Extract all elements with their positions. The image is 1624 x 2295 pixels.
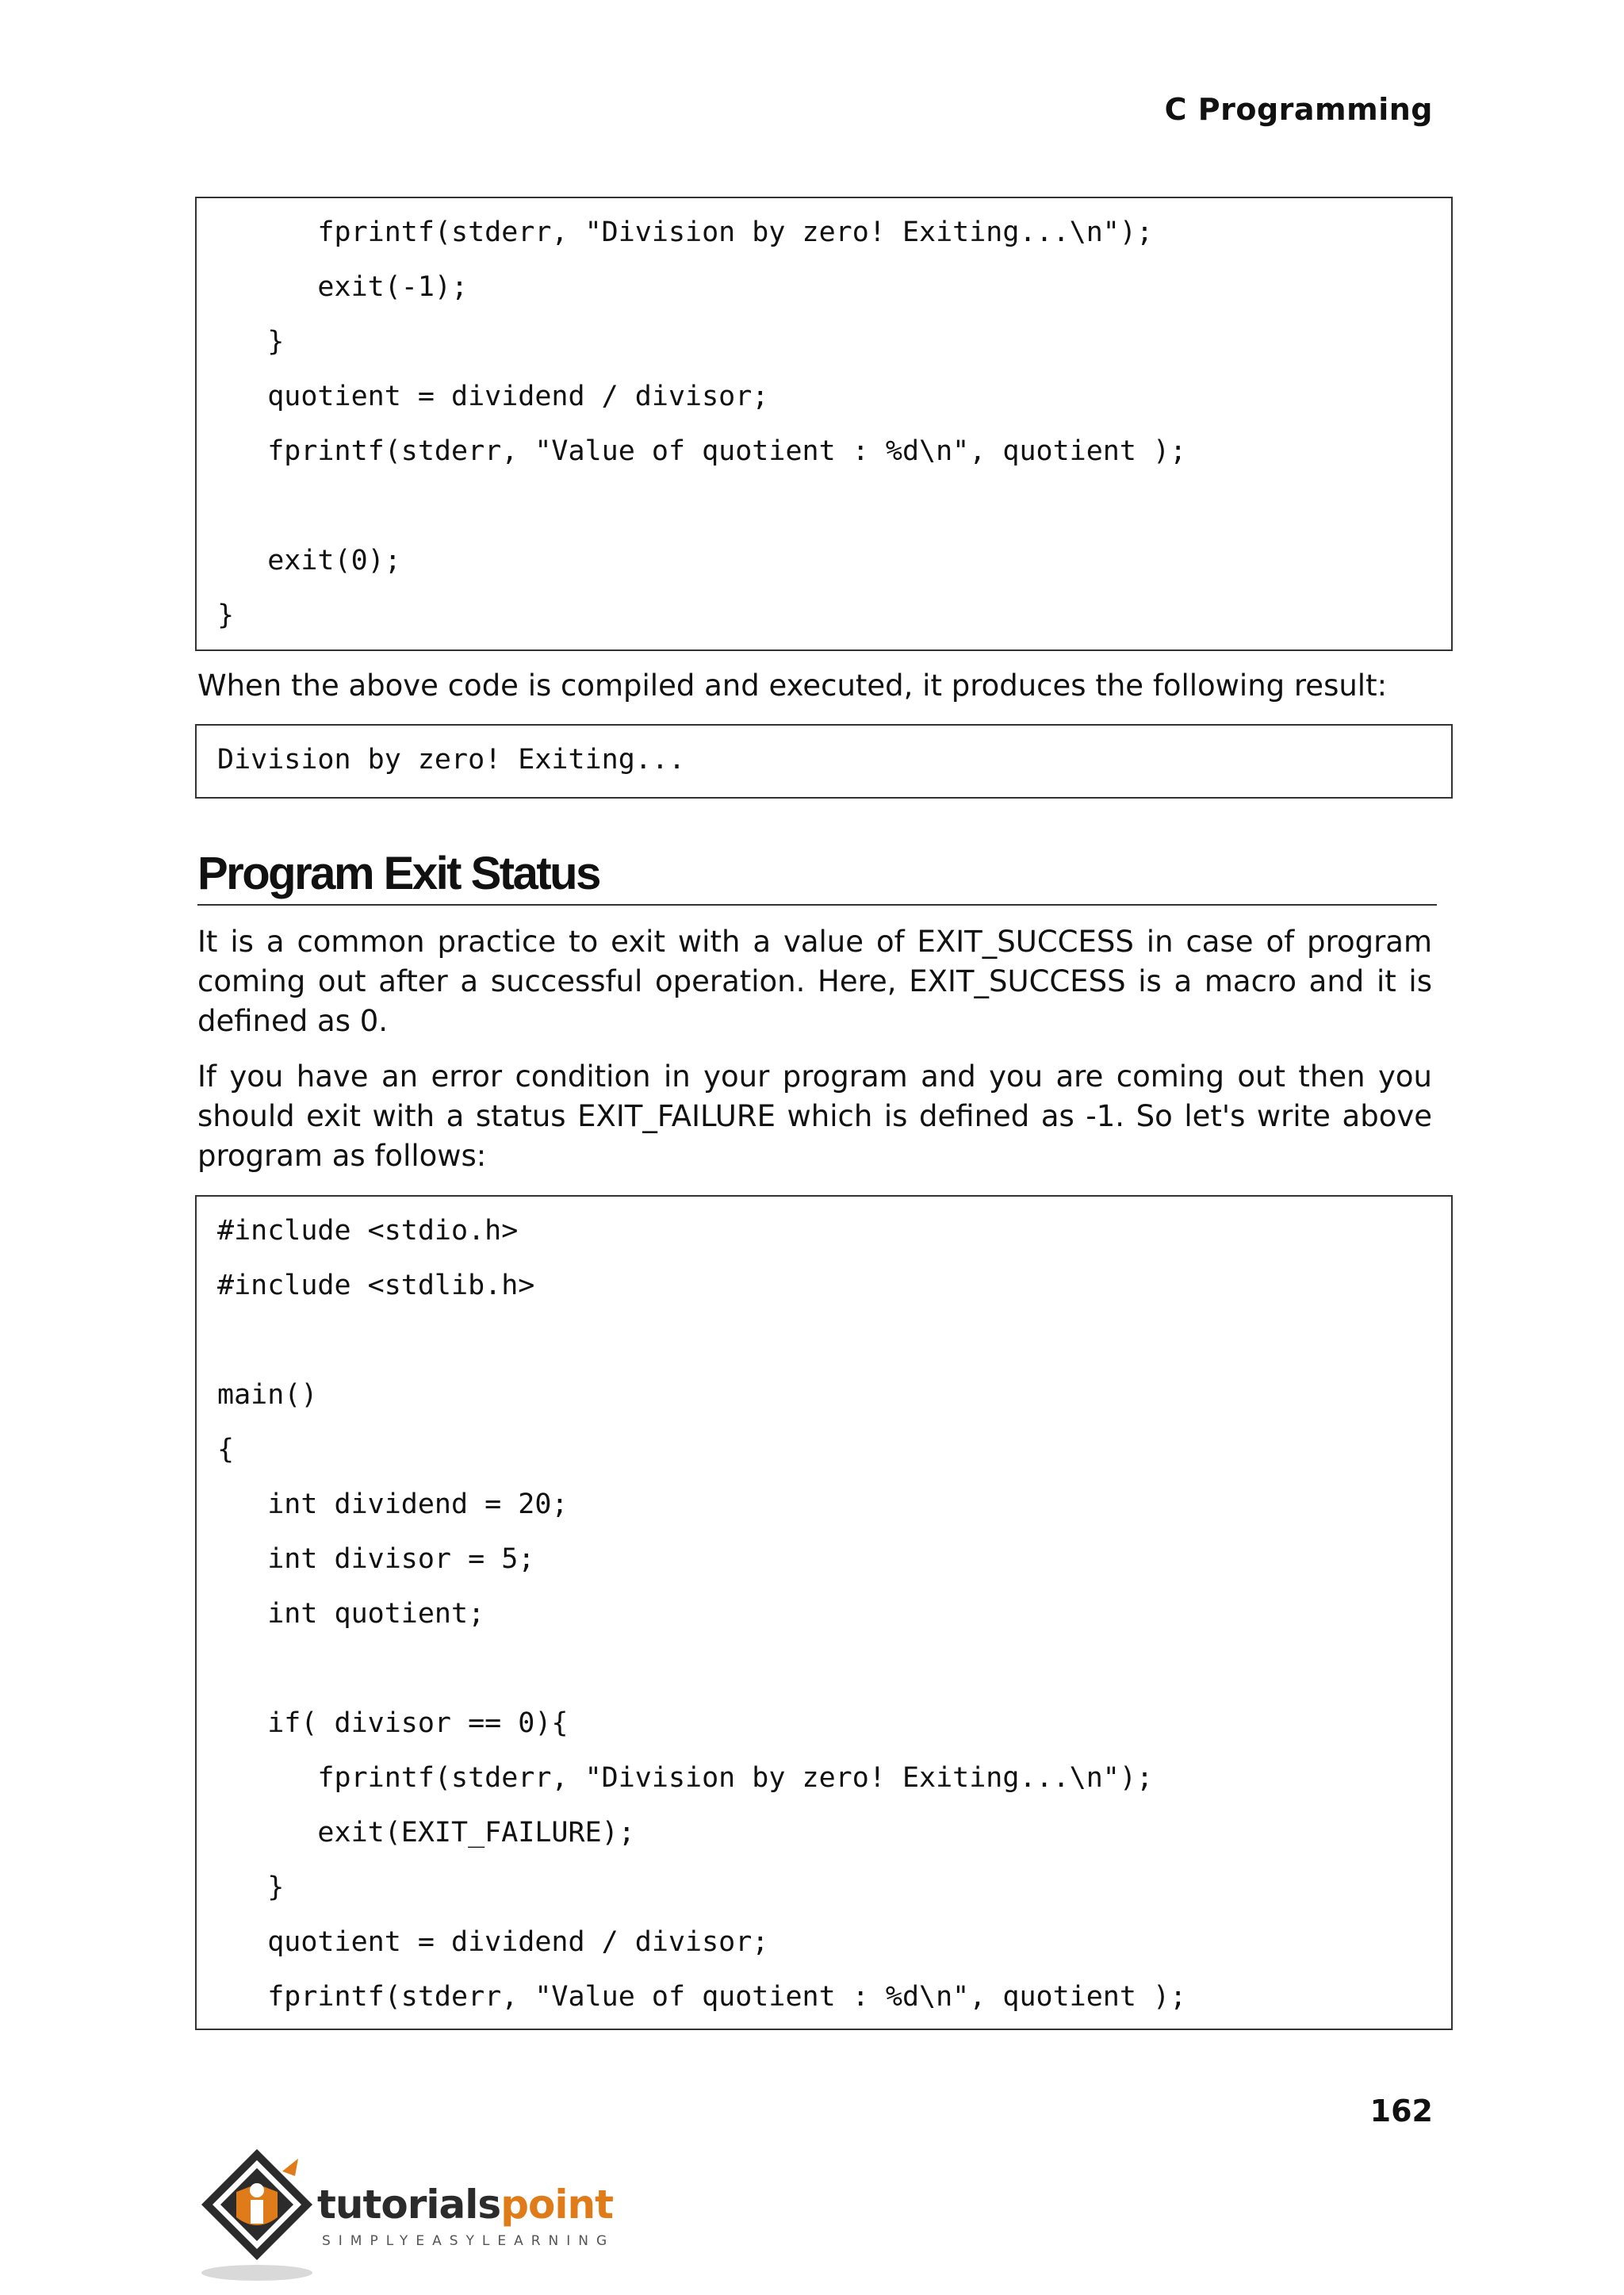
page-number: 162 <box>1369 2094 1433 2128</box>
code-line: int dividend = 20; <box>217 1488 569 1520</box>
code-line: quotient = dividend / divisor; <box>217 1926 769 1958</box>
code-line: } <box>217 1872 285 1903</box>
code-line: fprintf(stderr, "Value of quotient : %d\n", quotient ); <box>217 435 1187 467</box>
code-line: fprintf(stderr, "Value of quotient : %d\n", quotient ); <box>217 1981 1187 2013</box>
code-line <box>197 1324 1451 1378</box>
code-line: #include <stdio.h> <box>217 1215 519 1247</box>
logo-wordmark-part2: point <box>500 2182 613 2228</box>
code-block <box>195 1195 1453 2030</box>
intro-paragraph: When the above code is compiled and executed, it produces the following result: <box>197 669 1388 703</box>
logo-wordmark-part1: tutorials <box>317 2182 501 2228</box>
section-heading: Program Exit Status <box>197 847 1437 906</box>
tutorialspoint-logo <box>195 2141 639 2284</box>
output-block <box>195 724 1453 799</box>
code-line: main() <box>217 1379 318 1411</box>
code-line: fprintf(stderr, "Division by zero! Exiting...\n"); <box>217 216 1154 248</box>
output-line: Division by zero! Exiting... <box>217 744 686 776</box>
body-paragraph: It is a common practice to exit with a value of EXIT_SUCCESS in case of program coming out after a successful operation. Here, EXIT_SUCCESS is a macro and it is defined as 0. <box>197 925 1432 1038</box>
code-line: #include <stdlib.h> <box>217 1270 535 1301</box>
logo-tagline: SIMPLYEASYLEARNING <box>322 2233 615 2249</box>
code-line: exit(-1); <box>217 271 469 303</box>
code-line <box>197 489 1451 544</box>
code-line: int quotient; <box>217 1598 485 1630</box>
code-line: exit(0); <box>217 545 401 577</box>
code-line: int divisor = 5; <box>217 1543 535 1575</box>
code-line: quotient = dividend / divisor; <box>217 381 769 412</box>
tutorialspoint-logo-icon <box>195 2141 330 2284</box>
code-block <box>195 197 1453 651</box>
logo-wordmark <box>317 2181 613 2228</box>
code-line <box>197 1652 1451 1707</box>
code-line: } <box>217 600 235 631</box>
running-header: C Programming <box>1164 92 1433 127</box>
body-paragraph: If you have an error condition in your program and you are coming out then you should exit with a status EXIT_FAILURE which is defined as -1. So let's write above program as follows: <box>197 1059 1432 1173</box>
code-line: { <box>217 1434 235 1466</box>
code-line: if( divisor == 0){ <box>217 1707 569 1739</box>
code-line: exit(EXIT_FAILURE); <box>217 1817 635 1849</box>
code-line: fprintf(stderr, "Division by zero! Exiting...\n"); <box>217 1762 1154 1794</box>
code-line: } <box>217 326 285 358</box>
